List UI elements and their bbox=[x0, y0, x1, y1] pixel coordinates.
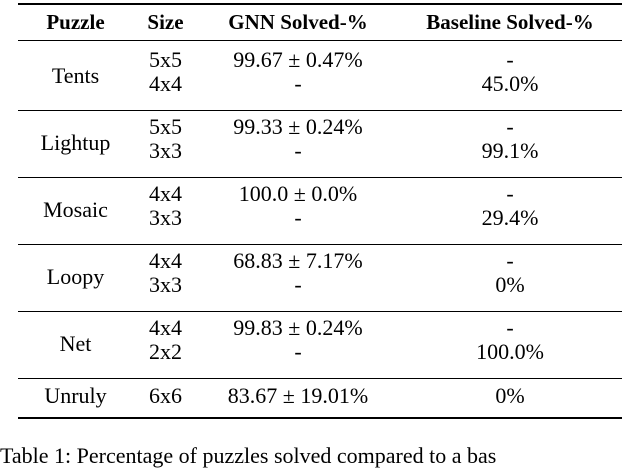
gnn-solved-cell: 99.67 ± 0.47% bbox=[233, 47, 363, 72]
bottom-rule bbox=[18, 417, 622, 419]
size-cell: 3x3 bbox=[149, 205, 182, 230]
size-cell: 4x4 bbox=[149, 71, 182, 96]
gnn-solved-cell: - bbox=[294, 138, 302, 163]
size-cell: 4x4 bbox=[149, 248, 182, 273]
size-cell: 5x5 bbox=[149, 114, 182, 139]
baseline-solved-cell: - bbox=[506, 315, 514, 340]
group-rule bbox=[18, 177, 622, 178]
puzzle-name: Mosaic bbox=[43, 196, 108, 222]
size-cell: 4x4 bbox=[149, 315, 182, 340]
baseline-solved-cell: - bbox=[506, 47, 514, 72]
header-rule bbox=[18, 40, 622, 41]
gnn-solved-cell: 99.83 ± 0.24% bbox=[233, 315, 363, 340]
baseline-solved-cell: - bbox=[506, 248, 514, 273]
gnn-solved-cell: 100.0 ± 0.0% bbox=[238, 181, 358, 206]
size-cell: 3x3 bbox=[149, 138, 182, 163]
puzzle-name: Unruly bbox=[44, 383, 107, 408]
gnn-solved-cell: - bbox=[294, 339, 302, 364]
baseline-solved-cell: 0% bbox=[495, 383, 525, 408]
baseline-solved-cell: 0% bbox=[495, 272, 525, 297]
gnn-solved-cell: - bbox=[294, 205, 302, 230]
gnn-solved-cell: - bbox=[294, 272, 302, 297]
header-size: Size bbox=[147, 10, 184, 34]
size-cell: 3x3 bbox=[149, 272, 182, 297]
gnn-solved-cell: 68.83 ± 7.17% bbox=[233, 248, 363, 273]
puzzle-name: Loopy bbox=[46, 263, 105, 289]
puzzle-name: Tents bbox=[51, 62, 100, 88]
baseline-solved-cell: - bbox=[506, 181, 514, 206]
size-cell: 2x2 bbox=[149, 339, 182, 364]
size-cell: 5x5 bbox=[149, 47, 182, 72]
group-rule bbox=[18, 244, 622, 245]
baseline-solved-cell: - bbox=[506, 114, 514, 139]
baseline-solved-cell: 29.4% bbox=[481, 205, 539, 230]
baseline-solved-cell: 45.0% bbox=[481, 71, 539, 96]
size-cell: 6x6 bbox=[149, 383, 182, 408]
group-rule bbox=[18, 378, 622, 379]
baseline-solved-cell: 100.0% bbox=[476, 339, 544, 364]
header-puzzle: Puzzle bbox=[46, 10, 105, 34]
header-gnn-solved: GNN Solved-% bbox=[228, 10, 368, 34]
top-rule bbox=[18, 3, 622, 5]
baseline-solved-cell: 99.1% bbox=[481, 138, 539, 163]
puzzle-name: Lightup bbox=[40, 129, 111, 155]
puzzle-name: Net bbox=[59, 330, 92, 356]
header-baseline-solved: Baseline Solved-% bbox=[426, 10, 594, 34]
gnn-solved-cell: 99.33 ± 0.24% bbox=[233, 114, 363, 139]
gnn-solved-cell: - bbox=[294, 71, 302, 96]
table-caption: Table 1: Percentage of puzzles solved compared to a bas bbox=[0, 443, 497, 468]
group-rule bbox=[18, 311, 622, 312]
size-cell: 4x4 bbox=[149, 181, 182, 206]
gnn-solved-cell: 83.67 ± 19.01% bbox=[227, 383, 369, 408]
group-rule bbox=[18, 110, 622, 111]
